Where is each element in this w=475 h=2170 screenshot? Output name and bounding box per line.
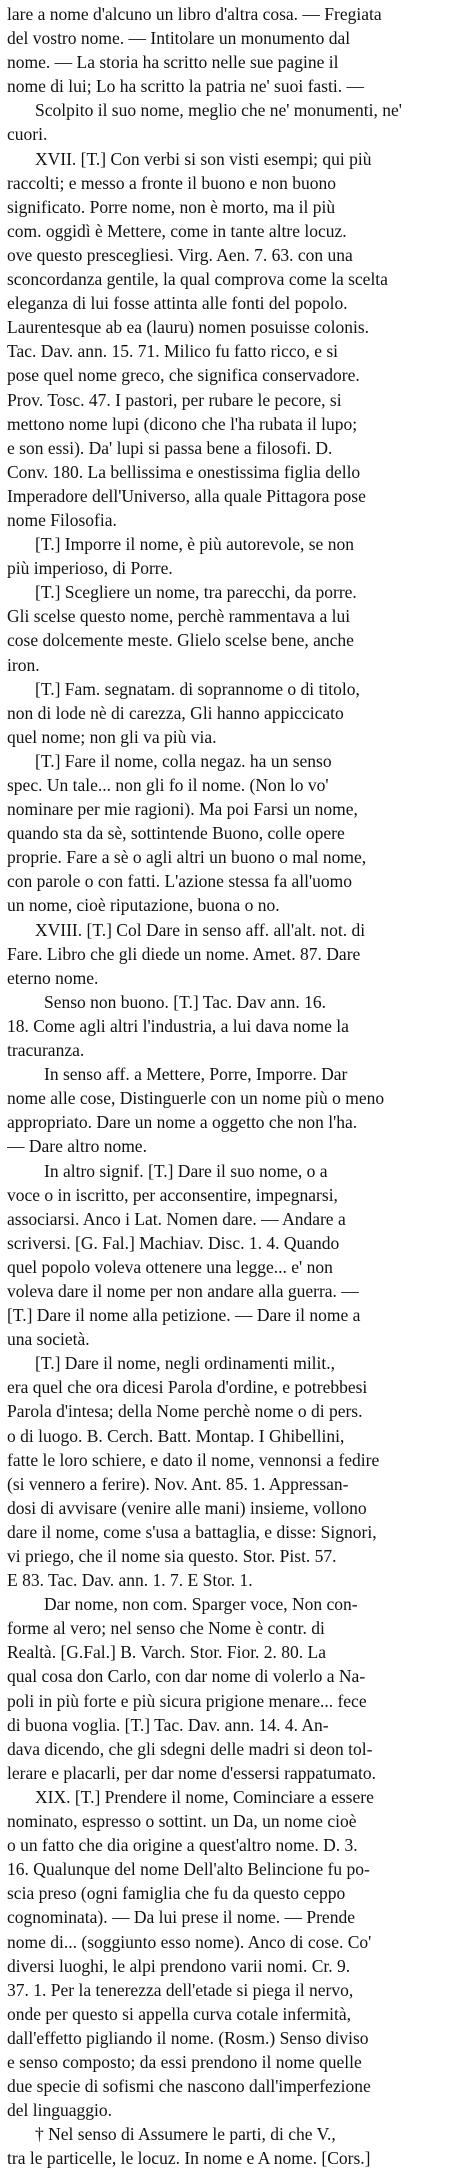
- text-line: quel nome; non gli va più via.: [7, 726, 217, 747]
- text-line: nome Filosofia.: [7, 509, 117, 530]
- text-line: [T.] Scegliere un nome, tra parecchi, da porre.: [35, 582, 357, 603]
- text-line: con parole o con fatti. L'azione stessa fa all'uomo: [7, 871, 353, 892]
- text-line: Realtà. [G.Fal.] B. Varch. Stor. Fior. 2. 80. La: [7, 1642, 327, 1663]
- text-line: 37. 1. Per la tenerezza dell'etade si piega il nervo,: [7, 1979, 354, 2000]
- text-line: vi priego, che il nome sia questo. Stor. Pist. 57.: [7, 1546, 337, 1566]
- text-line: quel popolo voleva ottenere una legge... e' non: [7, 1256, 333, 1277]
- text-line: proprie. Fare a sè o agli altri un buono o mal nome,: [7, 847, 367, 868]
- text-line: lerare e placarli, per dar nome d'essersi rappatumato.: [7, 1762, 377, 1783]
- text-line: del linguaggio.: [7, 2100, 112, 2121]
- section-xix-heading: XIX. [T.] Prendere il nome, Cominciare a essere: [35, 1786, 374, 1807]
- text-line: una società.: [7, 1329, 90, 1350]
- text-line: Gli scelse questo nome, perchè rammentava a lui: [7, 606, 351, 627]
- text-line: [T.] Dare il nome alla petizione. — Dare il nome a: [7, 1305, 361, 1326]
- text-line: dosi di avvisare (venire alle mani) insieme, vollono: [7, 1497, 367, 1518]
- text-line: cose dolcemente meste. Glielo scelse bene, anche: [7, 630, 354, 651]
- text-line: lare a nome d'alcuno un libro d'altra cosa. — Fregiata: [7, 4, 382, 24]
- text-line: significato. Porre nome, non è morto, ma il più: [7, 196, 336, 217]
- text-line: forme al vero; nel senso che Nome è contr. di: [7, 1618, 325, 1639]
- text-line: tracuranza.: [7, 1040, 85, 1061]
- text-line: del vostro nome. — Intitolare un monumento dal: [7, 28, 351, 49]
- text-line: raccolti; e messo a fronte il buono e non buono: [7, 172, 337, 193]
- text-line: dava dicendo, che gli sdegni delle madri si deon tol-: [7, 1738, 373, 1759]
- text-line: eleganza di lui fosse attinta alle fonti del popolo.: [7, 293, 348, 314]
- text-line: cognominata). — Da lui prese il nome. — Prende: [7, 1907, 355, 1928]
- text-line: † Nel senso di Assumere le parti, di che V.,: [35, 2124, 336, 2145]
- text-line: E 83. Tac. Dav. ann. 1. 7. E Stor. 1.: [7, 1570, 253, 1591]
- text-line: o un fatto che dia origine a quest'altro nome. D. 3.: [7, 1835, 358, 1856]
- text-line: scriversi. [G. Fal.] Machiav. Disc. 1. 4. Quando: [7, 1232, 340, 1253]
- text-line: com. oggidì è Mettere, come in tante altre locuz.: [7, 220, 347, 241]
- text-line: Parola d'intesa; della Nome perchè nome o di pers.: [7, 1401, 363, 1422]
- text-line: Tac. Dav. ann. 15. 71. Milico fu fatto ricco, e si: [7, 341, 339, 362]
- text-line: Fare. Libro che gli diede un nome. Amet. 87. Dare: [7, 943, 361, 964]
- text-line: o di luogo. B. Cerch. Batt. Montap. I Ghibellini,: [7, 1425, 345, 1446]
- text-line: due specie di sofismi che nascono dall'imperfezione: [7, 2076, 371, 2097]
- text-line: più imperioso, di Porre.: [7, 558, 173, 579]
- text-line: [T.] Dare il nome, negli ordinamenti milit.,: [35, 1353, 336, 1374]
- text-line: onde per questo si appella curva cotale infermità,: [7, 2003, 352, 2024]
- text-line: voleva dare il nome per non andare alla guerra. —: [7, 1280, 359, 1301]
- text-line: dare il nome, come s'usa a battaglia, e disse: Signori,: [7, 1521, 377, 1542]
- text-line: diversi luoghi, le alpi prendono varii nomi. Cr. 9.: [7, 1955, 351, 1976]
- text-line: mettono nome lupi (dicono che l'ha rubata il lupo;: [7, 413, 358, 434]
- text-line: In altro signif. [T.] Dare il suo nome, o a: [44, 1160, 328, 1181]
- text-line: non di lode nè di carezza, Gli hanno appiccicato: [7, 702, 344, 723]
- section-xvii-heading: XVII. [T.] Con verbi si son visti esempi; qui più: [35, 148, 372, 169]
- text-line: — Dare altro nome.: [7, 1136, 147, 1157]
- text-line: nome di lui; Lo ha scritto la patria ne' suoi fasti. —: [7, 76, 364, 97]
- text-line: Senso non buono. [T.] Tac. Dav ann. 16.: [44, 991, 326, 1012]
- text-line: (si vennero a ferire). Nov. Ant. 85. 1. Appressan-: [7, 1473, 349, 1494]
- text-line: tra le particelle, le locuz. In nome e A nome. [Cors.]: [7, 2148, 371, 2169]
- text-line: e senso composto; da essi prendono il nome quelle: [7, 2051, 362, 2072]
- text-line: Scolpito il suo nome, meglio che ne' monumenti, ne': [35, 100, 402, 121]
- text-line: cuori.: [7, 124, 48, 145]
- text-line: eterno nome.: [7, 967, 99, 988]
- text-line: spec. Un tale... non gli fo il nome. (Non lo vo': [7, 775, 329, 795]
- text-line: dall'effetto pigliando il nome. (Rosm.) Senso diviso: [7, 2027, 369, 2048]
- text-line: sconcordanza gentile, la qual comprova come la scelta: [7, 269, 388, 290]
- text-line: nominare per mie ragioni). Ma poi Farsi un nome,: [7, 799, 358, 820]
- text-line: [T.] Imporre il nome, è più autorevole, se non: [35, 534, 354, 555]
- text-line: era quel che ora dicesi Parola d'ordine, e potrebbesi: [7, 1377, 368, 1398]
- text-line: associarsi. Anco i Lat. Nomen dare. — Andare a: [7, 1208, 346, 1229]
- text-line: fatte le loro schiere, e dato il nome, vennonsi a fedire: [7, 1449, 380, 1470]
- text-line: Dar nome, non com. Sparger voce, Non con-: [44, 1594, 358, 1615]
- text-line: [T.] Fam. segnatam. di soprannome o di titolo,: [35, 678, 360, 699]
- text-line: voce o in iscritto, per acconsentire, impegnarsi,: [7, 1184, 338, 1205]
- text-line: 16. Qualunque del nome Dell'alto Belincione fu po-: [7, 1859, 370, 1880]
- text-line: poli in più forte e più sicura prigione menare... fece: [7, 1690, 367, 1711]
- text-line: e son essi). Da' lupi si passa bene a filosofi. D.: [7, 437, 333, 458]
- text-line: qual cosa don Carlo, con dar nome di volerlo a Na-: [7, 1666, 366, 1687]
- text-line: nome di... (soggiunto esso nome). Anco di cose. Co': [7, 1931, 372, 1952]
- text-line: 18. Come agli altri l'industria, a lui dava nome la: [7, 1015, 349, 1036]
- text-line: Prov. Tosc. 47. I pastori, per rubare le pecore, si: [7, 389, 342, 410]
- text-line: Conv. 180. La bellissima e onestissima figlia dello: [7, 461, 361, 482]
- text-line: di buona voglia. [T.] Tac. Dav. ann. 14. 4. An-: [7, 1714, 329, 1735]
- text-line: appropriato. Dare un nome a oggetto che non l'ha.: [7, 1112, 358, 1133]
- text-line: nome alle cose, Distinguerle con un nome più o meno: [7, 1088, 385, 1109]
- text-line: In senso aff. a Mettere, Porre, Imporre. Dar: [44, 1064, 348, 1085]
- text-line: Imperadore dell'Universo, alla quale Pittagora pose: [7, 485, 366, 506]
- text-line: [T.] Fare il nome, colla negaz. ha un senso: [35, 750, 332, 771]
- text-line: pose quel nome greco, che significa conservadore.: [7, 365, 360, 386]
- text-line: nome. — La storia ha scritto nelle sue pagine il: [7, 52, 339, 73]
- text-line: scia preso (ogni famiglia che fu da questo ceppo: [7, 1883, 346, 1904]
- text-line: iron.: [7, 654, 40, 675]
- text-line: nominato, espresso o sottint. un Da, un nome cioè: [7, 1811, 357, 1832]
- text-line: Laurentesque ab ea (lauru) nomen posuisse colonis.: [7, 317, 370, 338]
- section-xviii-heading: XVIII. [T.] Col Dare in senso aff. all'alt. not. di: [35, 919, 366, 940]
- text-line: un nome, cioè riputazione, buona o no.: [7, 895, 280, 916]
- text-line: quando sta da sè, sottintende Buono, colle opere: [7, 823, 345, 844]
- text-line: ove questo prescegliesi. Virg. Aen. 7. 63. con una: [7, 244, 353, 265]
